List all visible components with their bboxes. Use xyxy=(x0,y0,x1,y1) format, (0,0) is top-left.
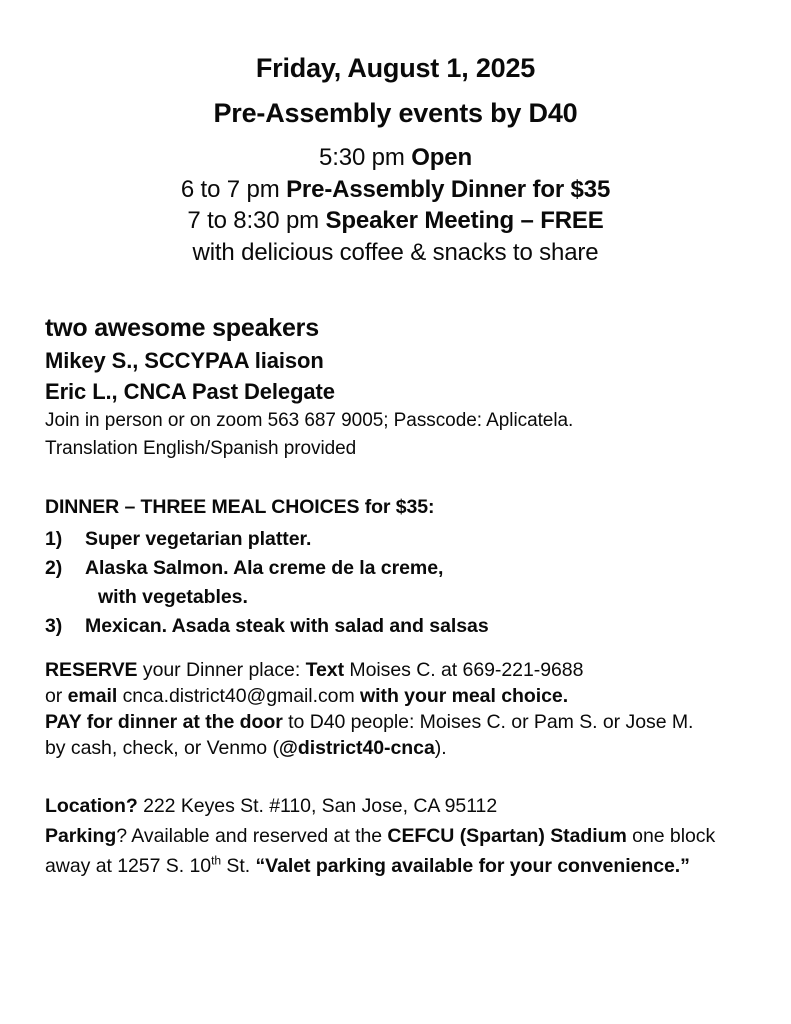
email-keyword: email xyxy=(67,685,118,707)
event-date-heading: Friday, August 1, 2025 xyxy=(255,53,536,83)
email-line xyxy=(45,683,761,709)
dinner-block xyxy=(0,493,791,641)
reserve-line xyxy=(45,657,761,683)
spacer-after-schedule xyxy=(0,268,791,312)
spacer-after-speakers xyxy=(0,463,791,493)
event-title-heading: Pre-Assembly events by D40 xyxy=(213,98,578,128)
meal-item-3 xyxy=(45,612,761,641)
schedule-detail-dinner: Pre-Assembly Dinner for $35 xyxy=(286,175,611,203)
email-prefix: or xyxy=(45,685,68,707)
parking-address xyxy=(45,855,255,877)
reserve-text-keyword: Text xyxy=(305,659,345,681)
parking-line xyxy=(45,821,761,851)
meal-choices-list xyxy=(45,525,761,641)
parking-label: Parking xyxy=(45,825,117,847)
parking-text-2: one block xyxy=(626,825,716,847)
reserve-text-1: your Dinner place: xyxy=(137,659,306,681)
schedule-block xyxy=(0,142,791,268)
zoom-join-line: Join in person or on zoom 563 687 9005; Passcode: Aplicatela. xyxy=(45,410,574,431)
payment-methods-prefix: by cash, check, or Venmo ( xyxy=(45,737,279,759)
parking-stadium-name: CEFCU (Spartan) Stadium xyxy=(387,825,627,847)
reserve-keyword: RESERVE xyxy=(45,659,138,681)
email-suffix: with your meal choice. xyxy=(360,685,569,707)
parking-address-text: away at 1257 S. 10 xyxy=(45,855,212,877)
meal-number-3: 3) xyxy=(45,615,63,637)
location-label: Location? xyxy=(45,795,138,817)
parking-ordinal-suffix: th xyxy=(211,853,222,868)
pay-keyword: PAY for dinner at the door xyxy=(45,711,283,733)
schedule-note: with delicious coffee & snacks to share xyxy=(192,238,599,266)
speaker-item-1: Mikey S., SCCYPAA liaison xyxy=(45,348,324,373)
schedule-line-dinner xyxy=(0,174,791,206)
parking-text-1: ? Available and reserved at the xyxy=(116,825,388,847)
meal-text-1: Super vegetarian platter. xyxy=(85,528,312,550)
parking-street-suffix: St. xyxy=(221,855,256,877)
payment-methods-line xyxy=(45,735,761,761)
meal-text-3: Mexican. Asada steak with salad and salsas xyxy=(85,615,489,637)
valet-quote: “Valet parking available for your convenience.” xyxy=(255,855,690,877)
spacer-before-venue xyxy=(0,761,791,791)
schedule-time-dinner: 6 to 7 pm xyxy=(180,175,287,203)
reserve-phone: Moises C. at 669-221-9688 xyxy=(344,659,584,681)
schedule-line-open xyxy=(0,142,791,174)
email-address: cnca.district40@gmail.com xyxy=(117,685,361,707)
pay-people: to D40 people: Moises C. or Pam S. or Jose M. xyxy=(282,711,694,733)
location-line xyxy=(45,791,761,821)
meal-text-2-continuation: with vegetables. xyxy=(98,586,248,608)
parking-address-line xyxy=(45,851,761,881)
meal-item-2 xyxy=(45,554,761,583)
speaker-item-2: Eric L., CNCA Past Delegate xyxy=(45,379,335,404)
location-address: 222 Keyes St. #110, San Jose, CA 95112 xyxy=(137,795,498,817)
speakers-block xyxy=(0,312,791,463)
schedule-detail-speaker: Speaker Meeting – FREE xyxy=(325,207,604,234)
venue-block xyxy=(0,791,791,881)
speakers-heading: two awesome speakers xyxy=(45,314,319,342)
venmo-handle: @district40-cnca xyxy=(278,737,435,759)
schedule-detail-open: Open xyxy=(411,144,472,171)
meal-number-1: 1) xyxy=(45,528,63,550)
reserve-block xyxy=(0,657,791,761)
translation-line: Translation English/Spanish provided xyxy=(45,438,357,459)
meal-number-2: 2) xyxy=(45,557,63,579)
schedule-time-speaker: 7 to 8:30 pm xyxy=(187,207,326,234)
meal-text-2: Alaska Salmon. Ala creme de la creme, xyxy=(85,557,444,579)
schedule-line-speaker xyxy=(0,205,791,237)
pay-line xyxy=(45,709,761,735)
schedule-time-open: 5:30 pm xyxy=(319,144,412,171)
payment-methods-suffix: ). xyxy=(434,737,447,759)
spacer-after-meals xyxy=(0,641,791,657)
flyer-header xyxy=(0,0,791,136)
dinner-heading: DINNER – THREE MEAL CHOICES for $35: xyxy=(45,496,435,518)
meal-item-1 xyxy=(45,525,761,554)
